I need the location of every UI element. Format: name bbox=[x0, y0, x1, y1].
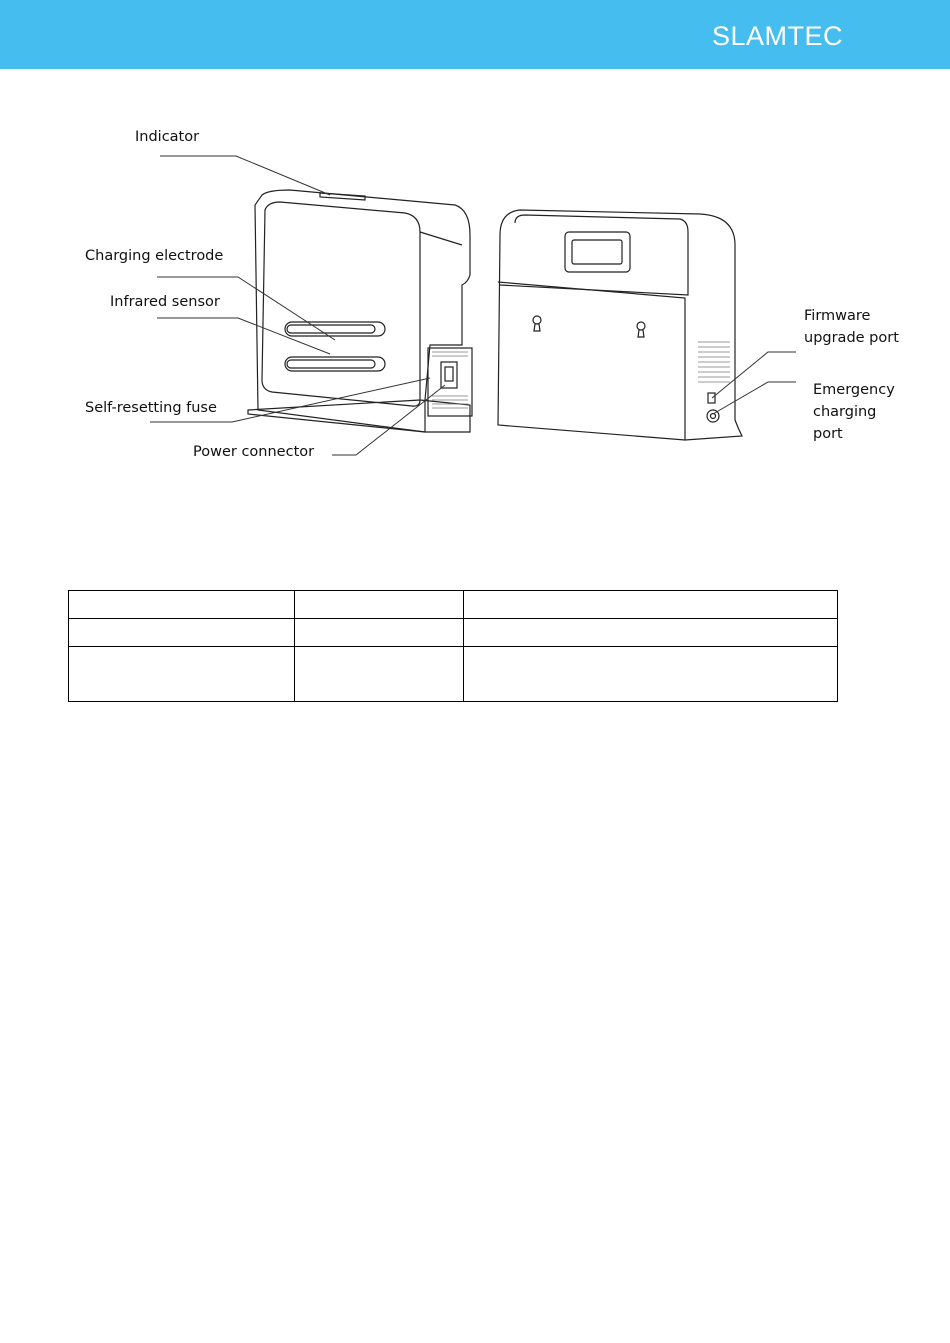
table-cell bbox=[464, 591, 838, 619]
table-cell bbox=[294, 591, 464, 619]
page-header-bar bbox=[0, 0, 950, 69]
charging-dock-figure bbox=[0, 80, 950, 500]
table-cell bbox=[464, 619, 838, 647]
emergency-line-2: charging bbox=[813, 404, 877, 420]
spec-table bbox=[68, 590, 838, 702]
infrared-sensor-callout: Infrared sensor bbox=[110, 294, 220, 310]
table-cell bbox=[69, 647, 295, 702]
emergency-line-1: Emergency bbox=[813, 382, 895, 398]
firmware-upgrade-port-callout bbox=[804, 305, 899, 349]
table-row bbox=[69, 619, 838, 647]
table-row bbox=[69, 591, 838, 619]
power-connector-callout: Power connector bbox=[193, 444, 315, 460]
table-row bbox=[69, 647, 838, 702]
emergency-line-3: port bbox=[813, 426, 843, 442]
firmware-line-2: upgrade port bbox=[804, 330, 899, 346]
table-cell bbox=[69, 591, 295, 619]
charging-electrode-callout: Charging electrode bbox=[85, 248, 224, 264]
table-cell bbox=[294, 619, 464, 647]
emergency-charging-port-callout bbox=[813, 379, 895, 445]
self-resetting-fuse-callout: Self-resetting fuse bbox=[85, 400, 217, 416]
table-cell bbox=[69, 619, 295, 647]
table-cell bbox=[464, 647, 838, 702]
slamtec-logo: SLAMTEC bbox=[712, 21, 844, 51]
table-cell bbox=[294, 647, 464, 702]
indicator-callout: Indicator bbox=[135, 129, 200, 145]
firmware-line-1: Firmware bbox=[804, 308, 871, 324]
